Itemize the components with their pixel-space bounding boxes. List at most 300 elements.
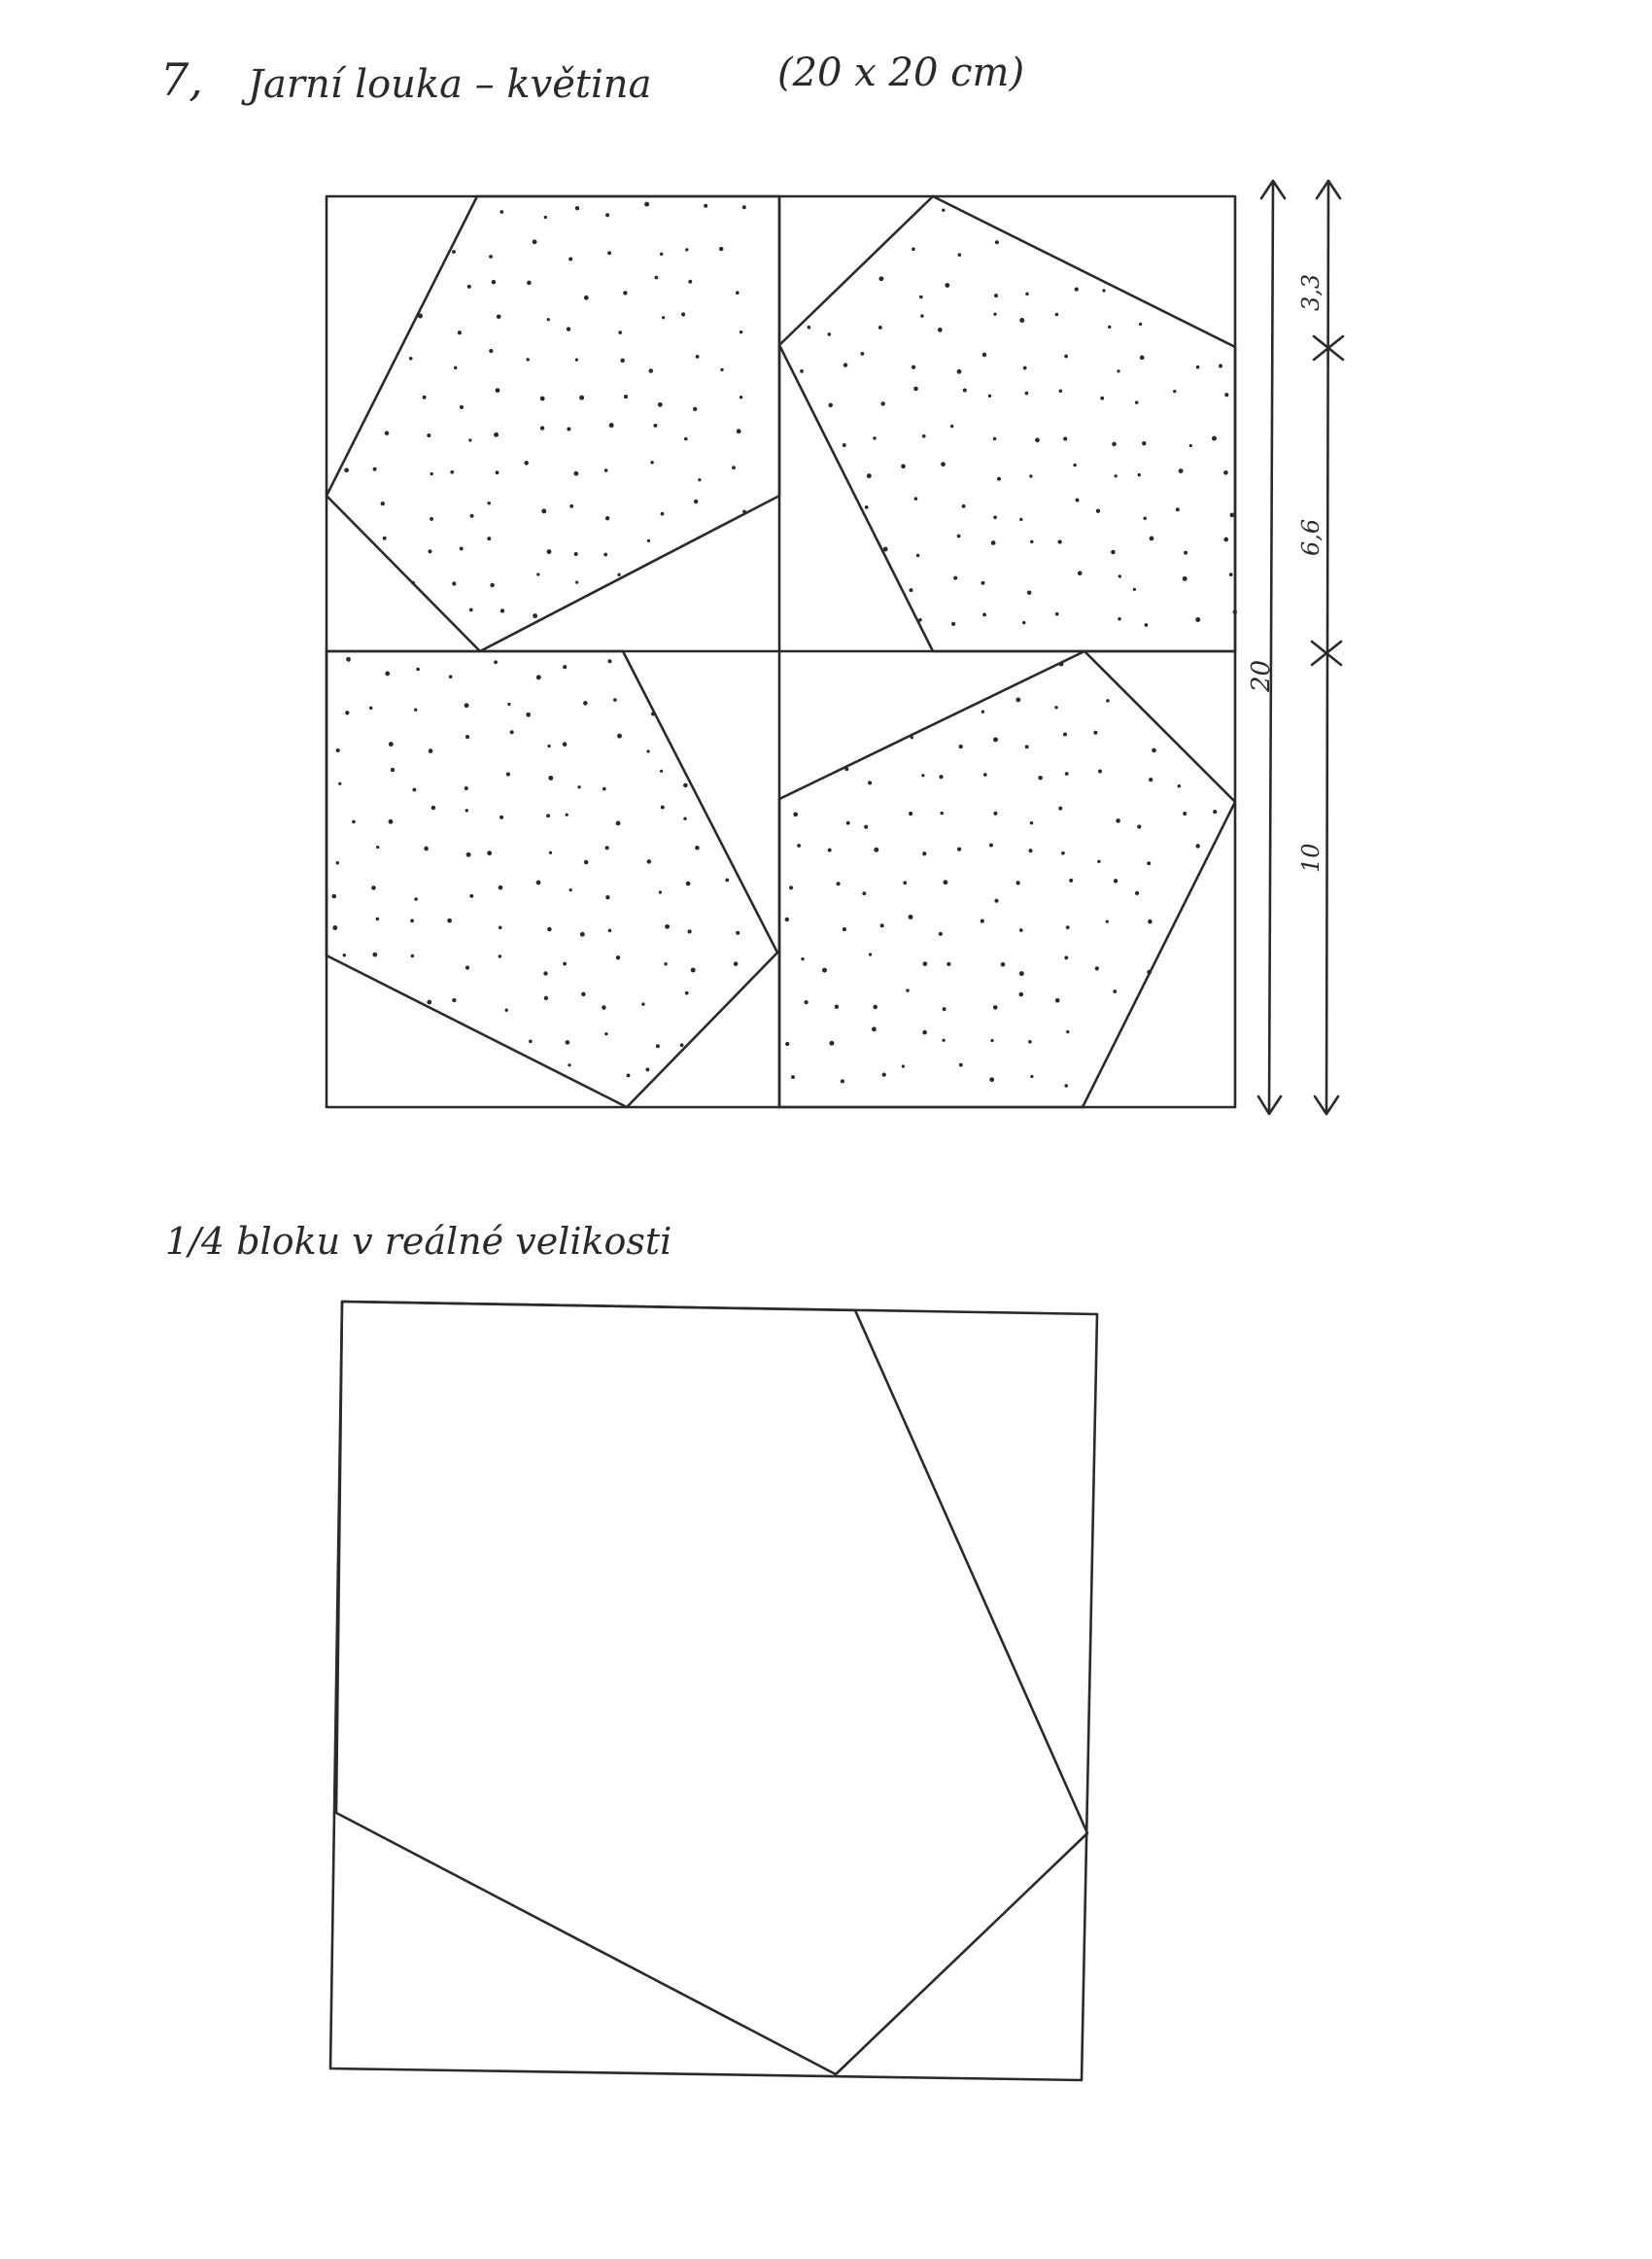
stipple-dot <box>1035 437 1040 442</box>
stipple-dot <box>942 1039 945 1042</box>
stipple-dot <box>789 886 793 889</box>
stipple-dot <box>1059 390 1063 394</box>
stipple-dot <box>740 330 742 333</box>
stipple-dot <box>906 989 910 992</box>
stipple-dot <box>603 553 607 557</box>
stipple-dot <box>641 1002 644 1005</box>
stipple-dot <box>734 961 739 966</box>
stipple-dot <box>460 405 464 409</box>
stipple-dot <box>661 512 665 516</box>
stipple-dot <box>843 927 846 931</box>
stipple-dot <box>653 424 657 428</box>
stipple-dot <box>540 426 544 430</box>
stipple-dot <box>627 1073 631 1077</box>
stipple-dot <box>452 581 456 585</box>
stipple-dot <box>1064 355 1068 359</box>
quarter-pentagon <box>336 1302 1087 2074</box>
stipple-dot <box>994 899 998 903</box>
stipple-dot <box>385 431 390 435</box>
stipple-dot <box>665 924 670 929</box>
stipple-dot <box>1030 821 1033 824</box>
heading-number: 7, <box>160 53 203 106</box>
stipple-dot <box>651 712 655 715</box>
stipple-dot <box>680 1043 684 1047</box>
stipple-dot <box>410 919 414 922</box>
stipple-dot <box>1029 474 1032 477</box>
stipple-dot <box>566 814 568 817</box>
stipple-texture <box>332 202 1238 1088</box>
stipple-dot <box>844 767 848 771</box>
stipple-dot <box>662 316 665 319</box>
stipple-dot <box>685 248 688 251</box>
stipple-dot <box>1065 772 1069 776</box>
stipple-dot <box>1059 662 1064 667</box>
stipple-dot <box>922 1030 927 1035</box>
stipple-dot <box>946 962 950 966</box>
stipple-dot <box>953 576 957 580</box>
stipple-dot <box>573 471 578 476</box>
stipple-dot <box>990 1039 993 1042</box>
stipple-dot <box>736 291 740 295</box>
stipple-dot <box>939 932 943 936</box>
stipple-dot <box>685 991 689 995</box>
stipple-dot <box>945 283 949 288</box>
stipple-dot <box>541 508 546 513</box>
stipple-dot <box>372 953 377 957</box>
stipple-dot <box>1135 891 1139 895</box>
stipple-dot <box>923 961 928 966</box>
stipple-dot <box>617 734 622 739</box>
stipple-dot <box>645 1067 649 1071</box>
stipple-dot <box>878 276 883 281</box>
stipple-dot <box>962 504 966 508</box>
stipple-dot <box>604 469 608 472</box>
stipple-dot <box>499 955 502 958</box>
stipple-dot <box>1106 699 1110 703</box>
stipple-dot <box>1108 326 1111 329</box>
stipple-dot <box>450 470 454 474</box>
stipple-dot <box>499 210 503 214</box>
stipple-dot <box>1027 590 1032 595</box>
stipple-dot <box>988 395 991 398</box>
stipple-dot <box>1063 436 1067 440</box>
stipple-dot <box>791 1075 795 1079</box>
stipple-dot <box>1015 881 1019 885</box>
stipple-dot <box>785 1042 789 1046</box>
stipple-dot <box>497 314 501 319</box>
stipple-dot <box>544 216 547 219</box>
stipple-dot <box>1118 617 1121 621</box>
stipple-dot <box>801 957 804 960</box>
stipple-dot <box>719 247 723 251</box>
stipple-dot <box>618 330 622 334</box>
stipple-dot <box>1096 509 1100 513</box>
stipple-dot <box>695 846 700 851</box>
stipple-dot <box>800 369 804 373</box>
stipple-dot <box>466 852 471 857</box>
stipple-dot <box>1078 571 1083 575</box>
stipple-dot <box>409 357 413 361</box>
stipple-dot <box>846 821 850 825</box>
stipple-dot <box>569 504 573 508</box>
stipple-dot <box>691 968 696 973</box>
stipple-dot <box>1223 470 1228 475</box>
stipple-dot <box>1054 706 1057 709</box>
stipple-dot <box>660 770 663 773</box>
stipple-dot <box>828 403 833 408</box>
stipple-dot <box>1223 538 1228 542</box>
stipple-dot <box>1019 971 1024 976</box>
stipple-dot <box>943 1007 946 1011</box>
stipple-dot <box>841 1079 844 1083</box>
stipple-dot <box>616 820 621 825</box>
dimension-lines <box>1247 181 1343 1114</box>
stipple-dot <box>1150 537 1154 541</box>
full-block-diagram <box>327 196 1237 1107</box>
stipple-dot <box>864 825 868 829</box>
stipple-dot <box>1137 824 1141 828</box>
stipple-dot <box>607 251 611 255</box>
stipple-dot <box>913 387 918 392</box>
stipple-dot <box>997 477 1001 481</box>
stipple-dot <box>1189 444 1192 447</box>
stipple-dot <box>1066 1030 1069 1033</box>
stipple-dot <box>1213 810 1217 814</box>
heading <box>160 51 1024 107</box>
stipple-dot <box>862 891 866 895</box>
total-dimension-line <box>1269 183 1273 1113</box>
stipple-dot <box>1135 400 1139 404</box>
stipple-dot <box>583 701 588 706</box>
stipple-dot <box>950 425 953 428</box>
stipple-dot <box>872 1026 877 1031</box>
stipple-dot <box>865 505 869 509</box>
heading-size: (20 x 20 cm) <box>777 51 1025 95</box>
stipple-dot <box>524 461 529 466</box>
detail-caption: 1/4 bloku v reálné velikosti <box>165 1220 672 1263</box>
stipple-dot <box>1064 1084 1068 1088</box>
stipple-dot <box>1152 748 1156 753</box>
stipple-dot <box>785 918 789 921</box>
stipple-dot <box>608 929 612 933</box>
stipple-dot <box>912 247 915 251</box>
stipple-dot <box>385 671 390 676</box>
stipple-dot <box>496 388 500 393</box>
stipple-dot <box>1001 962 1006 967</box>
stipple-dot <box>1055 998 1060 1003</box>
stipple-dot <box>569 888 572 891</box>
stipple-dot <box>567 427 570 431</box>
stipple-dot <box>989 1077 994 1082</box>
stipple-dot <box>808 326 811 330</box>
stipple-dot <box>452 998 456 1002</box>
stipple-dot <box>1030 1075 1033 1078</box>
stipple-dot <box>605 846 609 850</box>
stipple-dot <box>540 397 545 401</box>
stipple-dot <box>602 1005 606 1010</box>
stipple-dot <box>874 848 878 852</box>
pentagon-top-right <box>779 196 1235 651</box>
stipple-dot <box>624 395 628 399</box>
pentagon-bottom-right <box>779 651 1235 1107</box>
stipple-dot <box>470 514 474 518</box>
stipple-dot <box>1015 697 1020 702</box>
dimension-segment-middle: 6,6 <box>1297 518 1325 556</box>
stipple-dot <box>1073 464 1076 467</box>
stipple-dot <box>499 886 503 890</box>
stipple-dot <box>381 502 385 505</box>
stipple-dot <box>369 707 372 710</box>
stipple-dot <box>793 812 798 817</box>
stipple-dot <box>548 776 553 781</box>
stipple-dot <box>609 423 614 428</box>
stipple-dot <box>991 540 996 545</box>
stipple-dot <box>580 932 585 937</box>
stipple-dot <box>1195 844 1199 848</box>
stipple-dot <box>1138 473 1141 476</box>
stipple-dot <box>389 819 394 824</box>
stipple-dot <box>510 730 514 734</box>
stipple-dot <box>655 276 659 280</box>
stipple-dot <box>418 314 423 319</box>
stipple-dot <box>822 968 827 973</box>
stipple-dot <box>430 472 433 475</box>
stipple-dot <box>684 437 688 441</box>
dimension-total: 20 <box>1247 659 1276 692</box>
stipple-dot <box>1057 539 1061 543</box>
stipple-dot <box>1025 745 1029 748</box>
stipple-dot <box>868 781 872 784</box>
stipple-dot <box>843 363 847 366</box>
stipple-dot <box>911 736 913 739</box>
stipple-dot <box>1019 928 1023 932</box>
stipple-dot <box>454 366 457 369</box>
stipple-dot <box>1219 364 1222 367</box>
stipple-dot <box>533 239 537 244</box>
stipple-dot <box>568 1063 570 1066</box>
stipple-dot <box>797 844 801 848</box>
stipple-dot <box>416 668 420 672</box>
stipple-dot <box>343 954 346 956</box>
stipple-dot <box>1019 318 1024 323</box>
stipple-dot <box>449 675 453 678</box>
stipple-dot <box>1023 366 1027 370</box>
stipple-dot <box>901 464 906 469</box>
stipple-dot <box>696 355 700 359</box>
stipple-dot <box>659 890 662 893</box>
stipple-dot <box>882 1072 886 1076</box>
stipple-dot <box>458 330 462 334</box>
stipple-dot <box>683 783 688 788</box>
stipple-dot <box>837 882 841 886</box>
stipple-dot <box>1212 436 1217 441</box>
stipple-dot <box>957 847 961 851</box>
stipple-dot <box>496 470 499 474</box>
stipple-dot <box>1025 293 1029 296</box>
stipple-dot <box>499 816 503 819</box>
stipple-dot <box>1114 879 1119 884</box>
stipple-dot <box>1028 1040 1032 1044</box>
stipple-dot <box>505 1009 508 1012</box>
stipple-dot <box>1148 920 1153 924</box>
stipple-dot <box>605 516 609 520</box>
stipple-dot <box>1019 518 1022 521</box>
stipple-dot <box>740 396 742 399</box>
stipple-dot <box>861 352 865 356</box>
stipple-dot <box>376 918 379 921</box>
stipple-dot <box>1061 851 1065 855</box>
stipple-dot <box>544 996 548 1000</box>
stipple-dot <box>1233 609 1237 613</box>
stipple-dot <box>686 882 691 886</box>
stipple-dot <box>490 583 494 587</box>
stipple-dot <box>487 851 492 855</box>
stipple-dot <box>352 820 356 824</box>
stipple-dot <box>993 437 997 441</box>
stipple-dot <box>336 748 340 752</box>
stipple-dot <box>939 775 943 779</box>
stipple-dot <box>430 517 433 521</box>
stipple-dot <box>424 847 429 851</box>
stipple-dot <box>447 919 452 923</box>
stipple-dot <box>1119 574 1121 577</box>
stipple-dot <box>1184 551 1187 555</box>
segment-dimension-line <box>1326 183 1328 1113</box>
stipple-dot <box>549 851 552 854</box>
stipple-dot <box>500 608 504 612</box>
stipple-dot <box>683 817 686 820</box>
stipple-dot <box>878 326 882 330</box>
stipple-dot <box>605 213 609 217</box>
stipple-dot <box>1112 442 1117 447</box>
stipple-dot <box>658 402 663 407</box>
stipple-dot <box>465 966 469 970</box>
stipple-dot <box>983 773 987 777</box>
stipple-dot <box>1116 818 1120 823</box>
stipple-dot <box>431 806 436 811</box>
stipple-dot <box>661 805 665 809</box>
stipple-dot <box>489 255 493 259</box>
stipple-dot <box>543 971 547 975</box>
stipple-dot <box>428 549 431 553</box>
stipple-dot <box>1224 393 1228 397</box>
stipple-dot <box>563 962 567 966</box>
stipple-dot <box>371 886 376 890</box>
stipple-dot <box>951 622 955 626</box>
stipple-dot <box>869 953 872 956</box>
stipple-dot <box>536 881 541 886</box>
stipple-dot <box>411 581 415 585</box>
stipple-dot <box>546 814 550 817</box>
stipple-dot <box>469 608 473 612</box>
stipple-dot <box>529 1039 533 1043</box>
stipple-dot <box>1133 588 1136 591</box>
stipple-dot <box>536 573 539 575</box>
stipple-dot <box>1093 731 1097 735</box>
stipple-dot <box>345 711 349 714</box>
stipple-dot <box>959 1063 963 1067</box>
stipple-dot <box>1142 441 1147 446</box>
stipple-dot <box>916 554 920 558</box>
stipple-dot <box>940 812 943 815</box>
stipple-dot <box>919 295 923 299</box>
stipple-dot <box>536 675 541 679</box>
stipple-dot <box>963 388 967 392</box>
stipple-dot <box>873 436 876 439</box>
stipple-dot <box>664 962 667 965</box>
stipple-dot <box>346 657 351 662</box>
stipple-dot <box>704 204 707 208</box>
stipple-dot <box>1018 992 1023 997</box>
quarter-block-diagram <box>330 1302 1097 2080</box>
stipple-dot <box>943 880 947 885</box>
stipple-dot <box>527 358 530 361</box>
stipple-dot <box>1147 861 1151 865</box>
stipple-dot <box>1106 920 1109 922</box>
stipple-dot <box>959 745 963 748</box>
stipple-dot <box>344 468 349 472</box>
stipple-dot <box>1115 474 1118 477</box>
stipple-dot <box>995 240 999 244</box>
stipple-dot <box>1149 778 1153 782</box>
stipple-dot <box>942 209 945 212</box>
stipple-dot <box>867 473 872 478</box>
stipple-dot <box>1097 860 1100 863</box>
stipple-dot <box>1095 966 1099 970</box>
stipple-dot <box>912 365 915 369</box>
stipple-dot <box>489 349 493 353</box>
stipple-dot <box>584 860 589 865</box>
stipple-dot <box>469 894 473 898</box>
stipple-dot <box>411 955 415 958</box>
stipple-dot <box>376 846 379 849</box>
stipple-dot <box>993 313 996 316</box>
stipple-dot <box>579 396 584 400</box>
stipple-dot <box>646 749 649 752</box>
stipple-dot <box>981 711 984 713</box>
stipple-dot <box>1147 970 1152 975</box>
stipple-dot <box>547 549 552 554</box>
stipple-dot <box>468 438 471 441</box>
stipple-dot <box>1069 879 1073 883</box>
pentagon-bottom-left <box>327 651 777 1107</box>
stipple-dot <box>1028 849 1032 852</box>
stipple-dot <box>835 1005 839 1009</box>
stipple-dot <box>981 581 985 585</box>
stipple-dot <box>566 1040 570 1045</box>
stipple-dot <box>1100 397 1104 400</box>
pentagon-top-left <box>327 196 779 651</box>
stipple-dot <box>914 497 918 501</box>
stipple-dot <box>1055 313 1059 317</box>
stipple-dot <box>698 478 701 481</box>
stipple-dot <box>1173 390 1176 393</box>
stipple-dot <box>941 462 946 467</box>
quarter-outline <box>330 1302 1097 2080</box>
stipple-dot <box>732 466 736 469</box>
stipple-dot <box>1139 323 1142 326</box>
stipple-dot <box>604 1032 607 1035</box>
stipple-dot <box>1075 287 1079 291</box>
stipple-dot <box>883 547 888 552</box>
stipple-dot <box>567 327 570 330</box>
stipple-dot <box>1195 617 1200 622</box>
stipple-dot <box>465 703 469 708</box>
stipple-dot <box>737 429 741 434</box>
stipple-dot <box>1102 289 1105 292</box>
stipple-dot <box>1229 573 1233 576</box>
stipple-dot <box>427 434 430 437</box>
